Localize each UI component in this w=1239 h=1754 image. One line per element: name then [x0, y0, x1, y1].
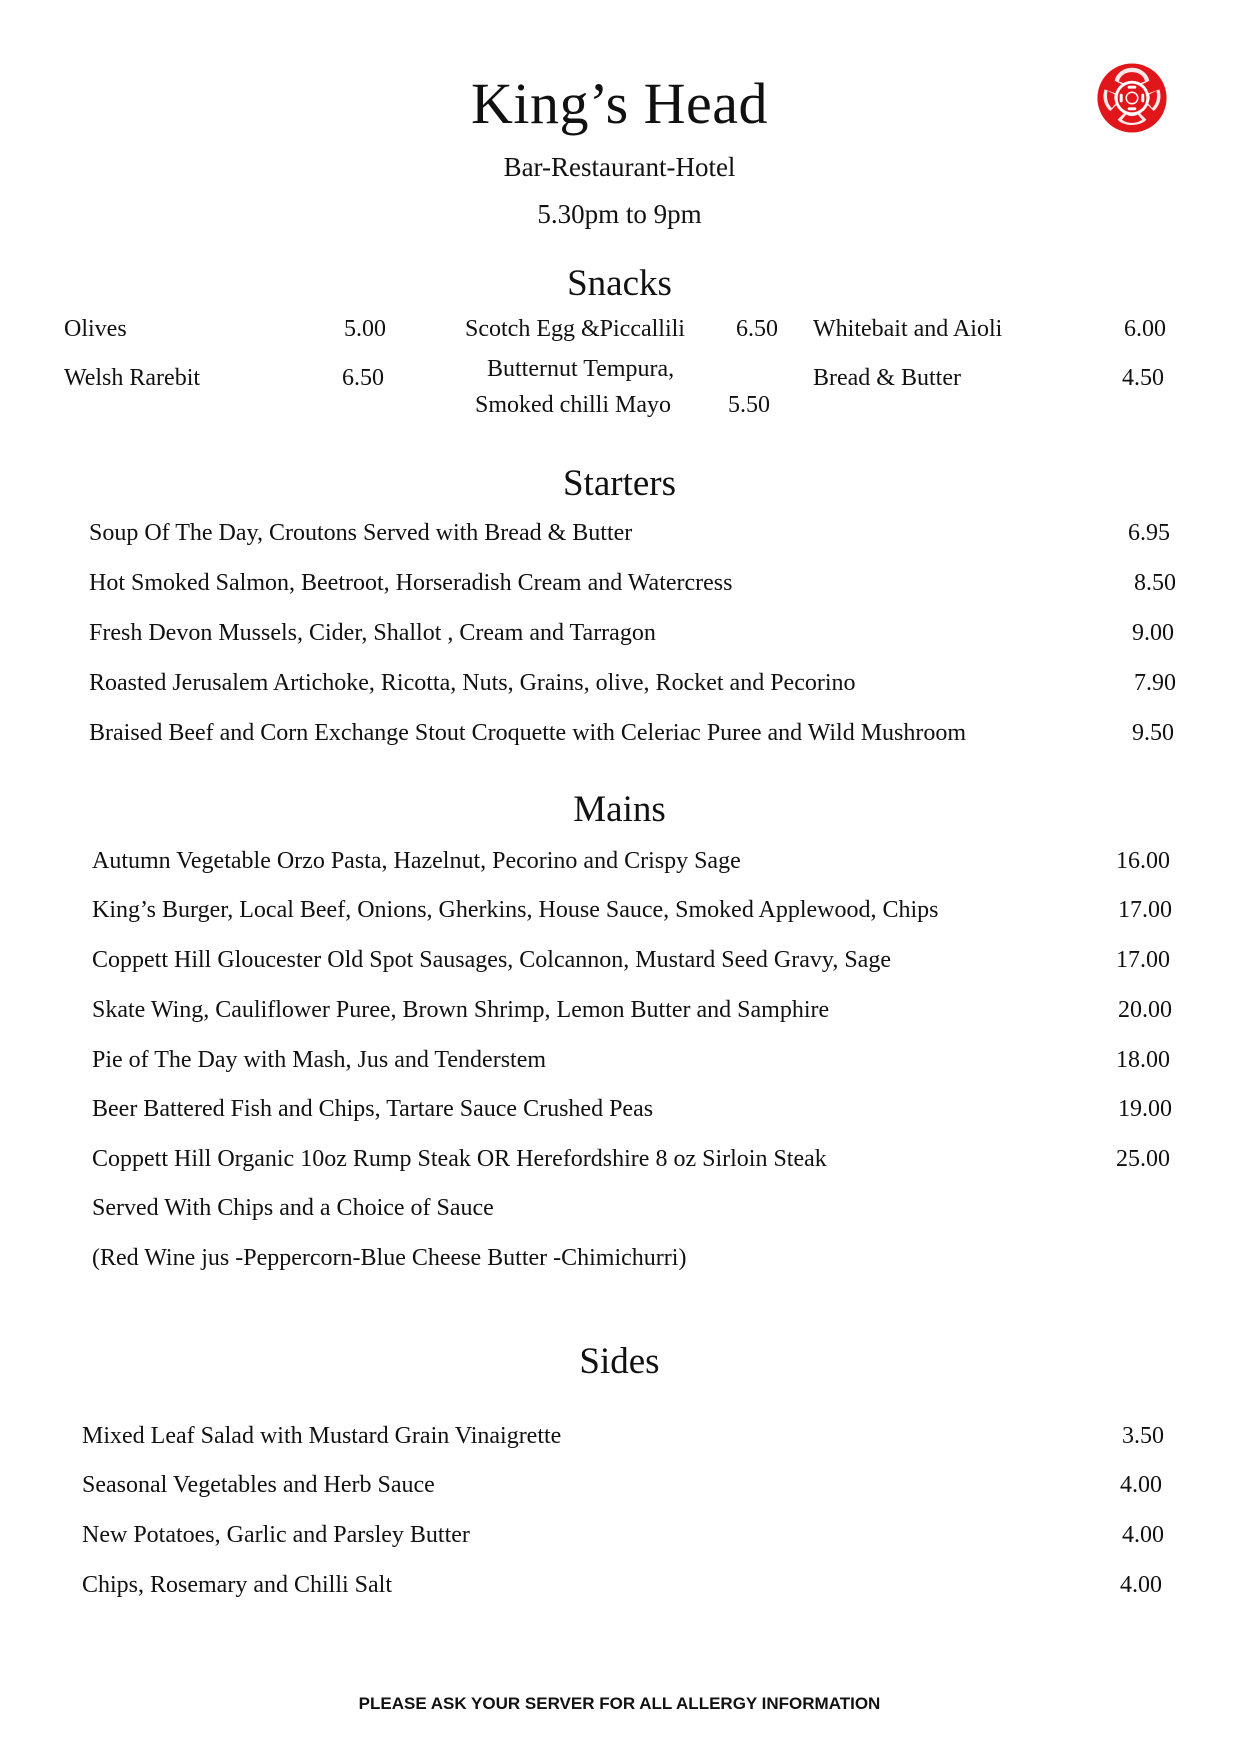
- snack-item-name: Olives: [64, 316, 127, 342]
- starter-item-name: Fresh Devon Mussels, Cider, Shallot , Cream and Tarragon: [89, 620, 656, 646]
- starter-item-price: 9.50: [1132, 720, 1174, 746]
- starter-item-price: 9.00: [1132, 620, 1174, 646]
- side-item-name: New Potatoes, Garlic and Parsley Butter: [82, 1522, 470, 1548]
- snack-item-price: 4.50: [1122, 365, 1164, 391]
- main-item-price: 25.00: [1116, 1146, 1170, 1172]
- section-heading-sides: Sides: [579, 1341, 660, 1382]
- snack-item-name: Welsh Rarebit: [64, 365, 201, 391]
- main-item-name: Coppett Hill Gloucester Old Spot Sausages, Colcannon, Mustard Seed Gravy, Sage: [92, 947, 891, 973]
- main-item-name: King’s Burger, Local Beef, Onions, Gherkins, House Sauce, Smoked Applewood, Chips: [92, 897, 939, 923]
- snack-item-price: 5.50: [728, 392, 770, 418]
- snack-item-price: 6.50: [736, 316, 778, 342]
- starter-item-price: 8.50: [1134, 570, 1176, 596]
- allergy-notice: PLEASE ASK YOUR SERVER FOR ALL ALLERGY INFORMATION: [358, 1694, 881, 1713]
- tudor-rose-icon: [1096, 62, 1168, 134]
- snack-item-name: Scotch Egg &Piccallili: [465, 316, 685, 342]
- main-item-name: Autumn Vegetable Orzo Pasta, Hazelnut, Pecorino and Crispy Sage: [92, 848, 741, 874]
- snack-item-price: 5.00: [344, 316, 386, 342]
- snack-item-name-line1: Butternut Tempura,: [487, 356, 675, 382]
- steak-note: Served With Chips and a Choice of Sauce: [92, 1195, 494, 1221]
- side-item-price: 4.00: [1120, 1572, 1162, 1598]
- starter-item-price: 7.90: [1134, 670, 1176, 696]
- starter-item-name: Roasted Jerusalem Artichoke, Ricotta, Nuts, Grains, olive, Rocket and Pecorino: [89, 670, 856, 696]
- main-item-price: 17.00: [1118, 897, 1172, 923]
- snack-item-price: 6.50: [342, 365, 384, 391]
- side-item-price: 4.00: [1122, 1522, 1164, 1548]
- side-item-price: 3.50: [1122, 1423, 1164, 1449]
- main-item-price: 20.00: [1118, 997, 1172, 1023]
- main-item-price: 17.00: [1116, 947, 1170, 973]
- starter-item-name: Braised Beef and Corn Exchange Stout Croquette with Celeriac Puree and Wild Mushroom: [89, 720, 967, 746]
- side-item-name: Seasonal Vegetables and Herb Sauce: [82, 1472, 435, 1498]
- snack-item-name-line2: Smoked chilli Mayo: [475, 392, 671, 418]
- main-item-name: Pie of The Day with Mash, Jus and Tenderstem: [92, 1047, 547, 1073]
- snack-item-name: Bread & Butter: [813, 365, 961, 391]
- section-heading-starters: Starters: [562, 463, 677, 504]
- starter-item-name: Soup Of The Day, Croutons Served with Bread & Butter: [89, 520, 633, 546]
- main-item-name: Skate Wing, Cauliflower Puree, Brown Shrimp, Lemon Butter and Samphire: [92, 997, 830, 1023]
- section-heading-snacks: Snacks: [567, 263, 672, 304]
- restaurant-subtitle: Bar-Restaurant-Hotel: [503, 152, 736, 182]
- section-heading-mains: Mains: [573, 789, 666, 830]
- snack-item-name: Whitebait and Aioli: [813, 316, 1003, 342]
- main-item-price: 19.00: [1118, 1096, 1172, 1122]
- main-item-name: Coppett Hill Organic 10oz Rump Steak OR Herefordshire 8 oz Sirloin Steak: [92, 1146, 827, 1172]
- side-item-name: Chips, Rosemary and Chilli Salt: [82, 1572, 392, 1598]
- main-item-price: 18.00: [1116, 1047, 1170, 1073]
- side-item-name: Mixed Leaf Salad with Mustard Grain Vinaigrette: [82, 1423, 562, 1449]
- starter-item-price: 6.95: [1128, 520, 1170, 546]
- side-item-price: 4.00: [1120, 1472, 1162, 1498]
- service-hours: 5.30pm to 9pm: [537, 199, 702, 229]
- sauce-options: (Red Wine jus -Peppercorn-Blue Cheese Butter -Chimichurri): [92, 1245, 687, 1271]
- starter-item-name: Hot Smoked Salmon, Beetroot, Horseradish Cream and Watercress: [89, 570, 733, 596]
- main-item-price: 16.00: [1116, 848, 1170, 874]
- restaurant-name: King’s Head: [470, 71, 769, 136]
- snack-item-price: 6.00: [1124, 316, 1166, 342]
- main-item-name: Beer Battered Fish and Chips, Tartare Sauce Crushed Peas: [92, 1096, 654, 1122]
